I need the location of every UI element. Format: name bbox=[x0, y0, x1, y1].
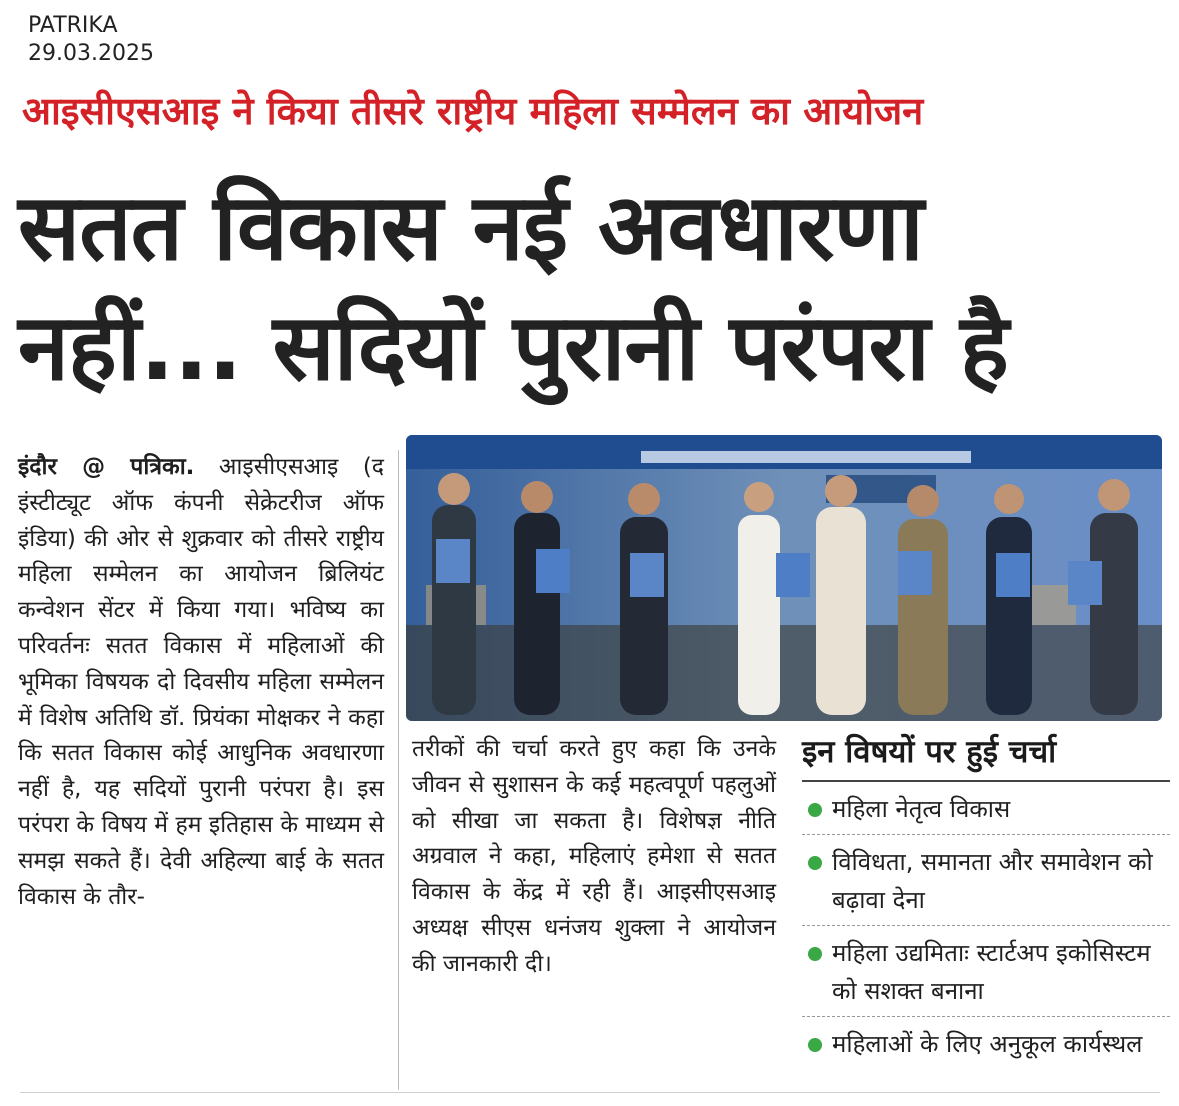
body-text-col1: आइसीएसआइ (द इंस्टीट्यूट ऑफ कंपनी सेक्रेटरीज ऑफ इंडिया) की ओर से शुक्रवार को तीसरे राष्ट्रीय महिला सम्मेलन का आयोजन ब्रिलियंट कन्वेशन सेंटर में किया गया। भविष्य का परिवर्तनः सतत विकास में महिलाओं की भूमिका विषयक दो दिवसीय महिला सम्मेलन में विशेष अतिथि डॉ. प्रियंका मोक्षकर ने कहा कि सतत विकास कोई आधुनिक अवधारणा नहीं है, यह सदियों पुरानी परंपरा है। इस परंपरा के विषय में हम इतिहास के माध्यम से समझ सकते हैं। देवी अहिल्या बाई के सतत विकास के तौर- bbox=[18, 454, 384, 910]
topic-text: महिला नेतृत्व विकास bbox=[832, 795, 1011, 823]
headline-line-2: नहीं... सदियों पुरानी परंपरा है bbox=[18, 294, 1008, 401]
green-bullet-icon bbox=[808, 803, 822, 817]
topics-box bbox=[802, 732, 1170, 1069]
topic-item bbox=[802, 782, 1170, 835]
topic-item bbox=[802, 1017, 1170, 1069]
article-paragraph-2: तरीकों की चर्चा करते हुए कहा कि उनके जीवन से सुशासन के कई महत्वपूर्ण पहलुओं को सीखा जा सकता है। विशेषज्ञ नीति अग्रवाल ने कहा, महिलाएं हमेशा से सतत विकास के केंद्र में रही हैं। आइसीएसआइ अध्यक्ष सीएस धनंजय शुक्ला ने आयोजन की जानकारी दी। bbox=[412, 736, 776, 977]
topics-box-title: इन विषयों पर हुई चर्चा bbox=[802, 732, 1170, 782]
column-divider bbox=[398, 450, 399, 1090]
article-column-1 bbox=[18, 450, 384, 915]
topic-text: महिलाओं के लिए अनुकूल कार्यस्थल bbox=[832, 1030, 1143, 1058]
green-bullet-icon bbox=[808, 856, 822, 870]
green-bullet-icon bbox=[808, 947, 822, 961]
green-bullet-icon bbox=[808, 1038, 822, 1052]
topic-text: विविधता, समानता और समावेशन को बढ़ावा देना bbox=[832, 848, 1153, 914]
headline-line-1: सतत विकास नई अवधारणा bbox=[18, 174, 923, 281]
publication-date: 29.03.2025 bbox=[28, 41, 154, 66]
topic-item bbox=[802, 926, 1170, 1017]
bottom-divider bbox=[20, 1092, 1160, 1093]
event-photo-illustration bbox=[406, 435, 1162, 721]
newspaper-source bbox=[28, 12, 154, 68]
article-column-2 bbox=[412, 732, 776, 983]
article-paragraph-1 bbox=[18, 450, 384, 915]
publication-name: PATRIKA bbox=[28, 13, 118, 38]
topic-text: महिला उद्यमिताः स्टार्टअप इकोसिस्टम को सशक्त बनाना bbox=[832, 939, 1151, 1005]
topic-item bbox=[802, 835, 1170, 926]
dateline: इंदौर @ पत्रिका. bbox=[18, 454, 195, 480]
event-photo bbox=[406, 435, 1162, 721]
kicker-headline: आइसीएसआइ ने किया तीसरे राष्ट्रीय महिला सम्मेलन का आयोजन bbox=[22, 89, 924, 133]
main-headline bbox=[18, 168, 1158, 408]
